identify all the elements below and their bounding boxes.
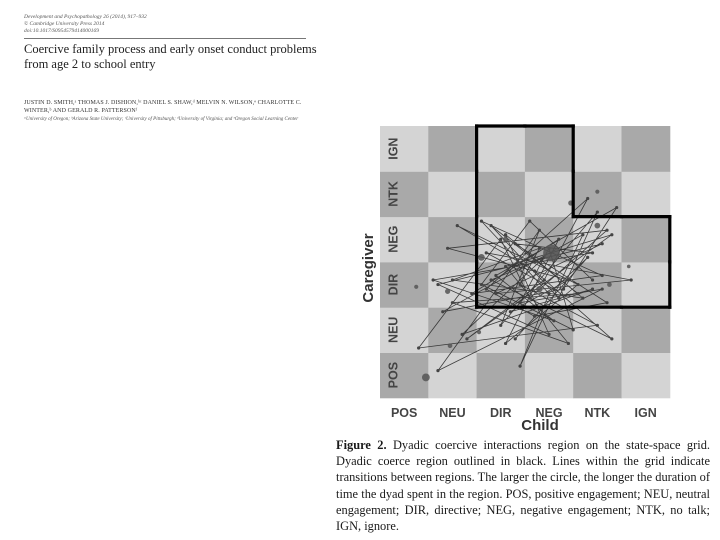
x-tick-label: POS xyxy=(390,405,418,420)
grid-cell xyxy=(525,171,574,217)
trajectory-point xyxy=(480,283,483,286)
trajectory-point xyxy=(489,224,492,227)
x-tick-label: IGN xyxy=(634,405,657,420)
trajectory-point xyxy=(504,265,507,268)
trajectory-point xyxy=(591,278,594,281)
x-tick-label: NEG xyxy=(535,405,563,420)
caption-label: Figure 2. xyxy=(336,438,387,452)
trajectory-point xyxy=(581,233,584,236)
trajectory-point xyxy=(432,278,435,281)
grid-cell xyxy=(477,126,526,172)
trajectory-point xyxy=(451,278,454,281)
trajectory-point xyxy=(601,287,604,290)
trajectory-point xyxy=(601,242,604,245)
trajectory-point xyxy=(576,292,579,295)
trajectory-point xyxy=(591,251,594,254)
grid-cell xyxy=(477,171,526,217)
y-tick-label: POS xyxy=(386,361,401,389)
trajectory-point xyxy=(596,210,599,213)
trajectory-point xyxy=(518,283,521,286)
trajectory-point xyxy=(605,229,608,232)
trajectory-point xyxy=(538,247,541,250)
journal-line: Development and Psychopathology 26 (2014), 917–932 xyxy=(24,14,147,20)
duration-circle xyxy=(503,237,508,242)
trajectory-point xyxy=(514,337,517,340)
journal-line: doi:10.1017/S0954579414000169 xyxy=(24,28,100,34)
trajectory-point xyxy=(499,324,502,327)
trajectory-point xyxy=(465,337,468,340)
state-space-grid-figure xyxy=(354,118,690,438)
trajectory-point xyxy=(480,220,483,223)
grid-cell xyxy=(428,353,477,399)
journal-line: © Cambridge University Press 2014 xyxy=(24,21,105,27)
y-tick-label: DIR xyxy=(386,273,401,296)
trajectory-point xyxy=(596,324,599,327)
trajectory-point xyxy=(605,301,608,304)
grid-cell xyxy=(622,217,671,263)
trajectory-point xyxy=(441,310,444,313)
trajectory-point xyxy=(552,287,555,290)
trajectory-point xyxy=(518,301,521,304)
duration-circle xyxy=(595,190,599,194)
trajectory-point xyxy=(567,342,570,345)
y-tick-label: NTK xyxy=(386,181,401,207)
affiliations: ᵃUniversity of Oregon; ᵇArizona State University; ᶜUniversity of Pittsburgh; ᵈUniversity of Virginia; and ᵉOregon Social Learning Center xyxy=(24,117,299,122)
grid-cell xyxy=(428,171,477,217)
y-tick-label: NEU xyxy=(386,316,401,344)
y-tick-label: NEG xyxy=(386,225,401,253)
y-axis-label: Caregiver xyxy=(360,233,377,303)
duration-circle xyxy=(594,223,600,229)
trajectory-point xyxy=(586,197,589,200)
trajectory-point xyxy=(451,301,454,304)
x-axis-label: Child xyxy=(521,417,559,434)
header-rule xyxy=(24,38,306,39)
x-tick-label: DIR xyxy=(489,405,512,420)
trajectory-point xyxy=(601,274,604,277)
trajectory-point xyxy=(528,220,531,223)
duration-circle xyxy=(477,330,481,334)
figure-caption xyxy=(336,437,710,534)
trajectory-point xyxy=(610,233,613,236)
duration-circle xyxy=(445,289,450,294)
trajectory-point xyxy=(518,364,521,367)
grid-cell xyxy=(573,353,622,399)
duration-circle xyxy=(478,254,485,261)
trajectory-point xyxy=(528,297,531,300)
grid-cell xyxy=(428,126,477,172)
trajectory-point xyxy=(436,369,439,372)
grid-cell xyxy=(622,126,671,172)
trajectory-point xyxy=(547,292,550,295)
grid-cell xyxy=(622,171,671,217)
trajectory-point xyxy=(485,287,488,290)
trajectory-point xyxy=(576,283,579,286)
trajectory-point xyxy=(417,346,420,349)
duration-circle xyxy=(414,285,418,289)
duration-circle xyxy=(627,265,631,269)
grid-cell xyxy=(525,353,574,399)
trajectory-point xyxy=(504,342,507,345)
grid-cell xyxy=(622,353,671,399)
trajectory-point xyxy=(557,297,560,300)
grid-cell xyxy=(622,262,671,308)
duration-circle xyxy=(543,245,560,262)
y-tick-label: IGN xyxy=(386,137,401,160)
trajectory-point xyxy=(610,337,613,340)
trajectory-point xyxy=(572,328,575,331)
trajectory-point xyxy=(630,278,633,281)
author-list: JUSTIN D. SMITH,ᵃ THOMAS J. DISHION,ᵇᶜ DANIEL S. SHAW,ᵈ MELVIN N. WILSON,ᵉ CHARLOTTE C. WINTER,ᵇ AND GERALD R. PATTERSONᶠ xyxy=(24,100,302,114)
trajectory-point xyxy=(591,287,594,290)
paper-title: Coercive family process and early onset conduct problems from age 2 to school entry xyxy=(24,42,317,71)
trajectory-point xyxy=(586,256,589,259)
trajectory-point xyxy=(489,278,492,281)
trajectory-point xyxy=(567,278,570,281)
grid-cell xyxy=(573,126,622,172)
trajectory-point xyxy=(543,278,546,281)
trajectory-point xyxy=(504,233,507,236)
trajectory-point xyxy=(538,229,541,232)
trajectory-point xyxy=(499,238,502,241)
trajectory-point xyxy=(547,333,550,336)
grid-cell xyxy=(477,353,526,399)
trajectory-point xyxy=(446,247,449,250)
journal-info xyxy=(24,14,314,35)
trajectory-point xyxy=(456,224,459,227)
trajectory-point xyxy=(533,315,536,318)
caption-text: Dyadic coercive interactions region on the state-space grid. Dyadic coerce region outlined in black. Lines within the grid indicate transitions between regions. The larger the circle, the longer the duration of time the dyad spent in the region. POS, positive engagement; NEU, neutral engagement; DIR, directive; NEG, negative engagement; NTK, no talk; IGN, ignore. xyxy=(336,438,710,534)
duration-circle xyxy=(422,374,430,382)
grid-cell xyxy=(428,217,477,263)
grid-cell xyxy=(525,307,574,353)
trajectory-point xyxy=(514,242,517,245)
trajectory-point xyxy=(557,238,560,241)
trajectory-point xyxy=(533,269,536,272)
trajectory-point xyxy=(494,274,497,277)
trajectory-point xyxy=(461,333,464,336)
grid-cell xyxy=(622,307,671,353)
trajectory-point xyxy=(552,319,555,322)
duration-circle xyxy=(607,282,612,287)
grid-cell xyxy=(428,262,477,308)
trajectory-point xyxy=(581,297,584,300)
trajectory-point xyxy=(494,292,497,295)
trajectory-point xyxy=(485,251,488,254)
trajectory-point xyxy=(615,206,618,209)
grid-cell xyxy=(573,307,622,353)
trajectory-point xyxy=(509,310,512,313)
duration-circle xyxy=(448,343,453,348)
x-tick-label: NEU xyxy=(439,405,466,420)
trajectory-point xyxy=(562,287,565,290)
trajectory-point xyxy=(436,283,439,286)
trajectory-point xyxy=(470,292,473,295)
x-tick-label: NTK xyxy=(584,405,611,420)
duration-circle xyxy=(536,286,542,292)
grid-cell xyxy=(525,126,574,172)
